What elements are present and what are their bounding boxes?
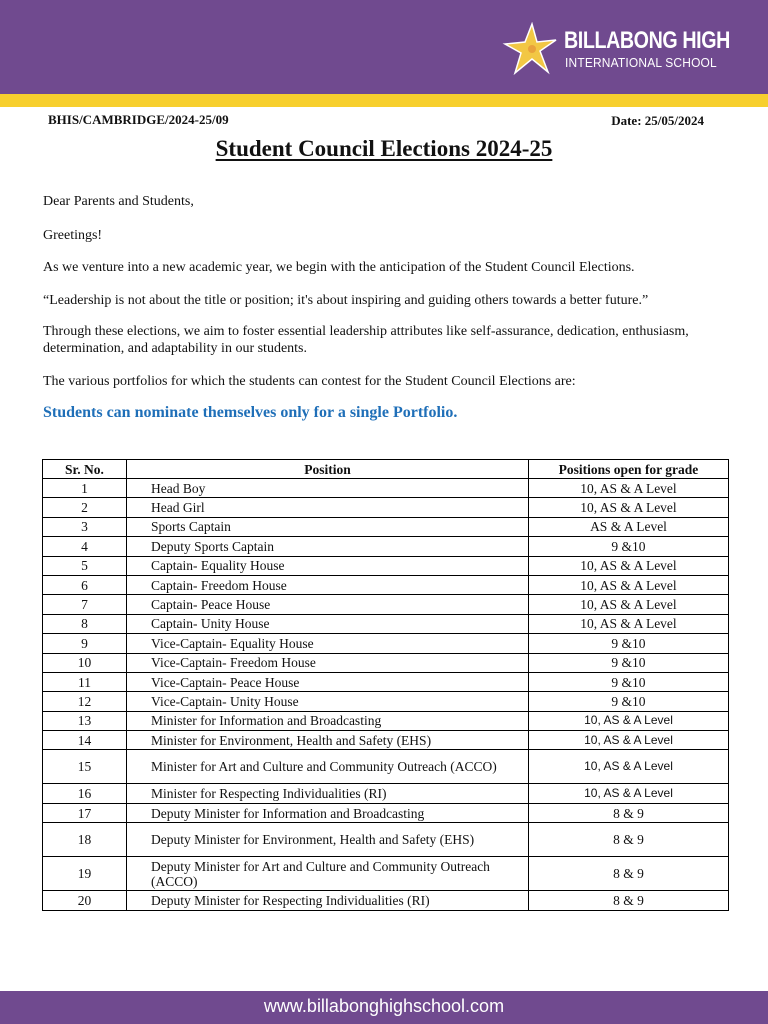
table-row xyxy=(43,823,729,857)
cell-position: Captain- Unity House xyxy=(127,614,529,633)
cell-position: Captain- Peace House xyxy=(127,595,529,614)
cell-position: Deputy Minister for Respecting Individualities (RI) xyxy=(127,891,529,910)
table-row xyxy=(43,575,729,594)
cell-sr-no: 5 xyxy=(43,556,127,575)
cell-grade: 9 &10 xyxy=(529,634,729,653)
cell-grade: 8 & 9 xyxy=(529,891,729,910)
table-row xyxy=(43,537,729,556)
cell-position: Head Boy xyxy=(127,479,529,498)
table-row xyxy=(43,891,729,910)
table-header-row xyxy=(43,460,729,479)
cell-position: Captain- Equality House xyxy=(127,556,529,575)
table-row xyxy=(43,653,729,672)
table-row xyxy=(43,731,729,750)
star-logo-icon xyxy=(502,22,558,78)
cell-grade: 10, AS & A Level xyxy=(529,711,729,730)
page-title xyxy=(0,136,768,162)
cell-position: Vice-Captain- Freedom House xyxy=(127,653,529,672)
table-row xyxy=(43,672,729,691)
cell-sr-no: 18 xyxy=(43,823,127,857)
cell-grade: 8 & 9 xyxy=(529,857,729,891)
table-row xyxy=(43,750,729,784)
table-row xyxy=(43,479,729,498)
cell-grade: 9 &10 xyxy=(529,537,729,556)
salutation: Dear Parents and Students, xyxy=(43,194,194,209)
cell-position: Minister for Environment, Health and Safety (EHS) xyxy=(127,731,529,750)
cell-sr-no: 17 xyxy=(43,803,127,822)
cell-grade: 10, AS & A Level xyxy=(529,614,729,633)
cell-position: Head Girl xyxy=(127,498,529,517)
cell-sr-no: 16 xyxy=(43,784,127,803)
cell-position: Vice-Captain- Equality House xyxy=(127,634,529,653)
cell-sr-no: 3 xyxy=(43,517,127,536)
cell-sr-no: 13 xyxy=(43,711,127,730)
table-body xyxy=(43,479,729,911)
cell-position: Vice-Captain- Peace House xyxy=(127,672,529,691)
cell-position: Vice-Captain- Unity House xyxy=(127,692,529,711)
portfolios-intro: The various portfolios for which the students can contest for the Student Council Elections are: xyxy=(43,374,576,389)
school-subtitle: INTERNATIONAL SCHOOL xyxy=(565,55,717,70)
cell-grade: AS & A Level xyxy=(529,517,729,536)
cell-grade: 10, AS & A Level xyxy=(529,498,729,517)
school-logo[interactable] xyxy=(502,22,752,82)
cell-position: Sports Captain xyxy=(127,517,529,536)
cell-sr-no: 1 xyxy=(43,479,127,498)
header-stripe xyxy=(0,94,768,107)
table-row xyxy=(43,711,729,730)
cell-sr-no: 6 xyxy=(43,575,127,594)
cell-sr-no: 19 xyxy=(43,857,127,891)
cell-grade: 10, AS & A Level xyxy=(529,575,729,594)
website-link[interactable]: www.billabonghighschool.com xyxy=(263,996,505,1016)
table-row xyxy=(43,498,729,517)
cell-sr-no: 20 xyxy=(43,891,127,910)
table-row xyxy=(43,803,729,822)
table-row xyxy=(43,634,729,653)
table-row xyxy=(43,784,729,803)
school-name: BILLABONG HIGH xyxy=(564,27,730,54)
cell-position: Captain- Freedom House xyxy=(127,575,529,594)
intro-paragraph: As we venture into a new academic year, we begin with the anticipation of the Student Council Elections. xyxy=(43,260,635,275)
cell-position: Deputy Sports Captain xyxy=(127,537,529,556)
cell-grade: 10, AS & A Level xyxy=(529,731,729,750)
header-position: Position xyxy=(127,460,529,479)
cell-sr-no: 8 xyxy=(43,614,127,633)
table-row xyxy=(43,517,729,536)
cell-sr-no: 4 xyxy=(43,537,127,556)
cell-sr-no: 12 xyxy=(43,692,127,711)
cell-sr-no: 14 xyxy=(43,731,127,750)
cell-grade: 10, AS & A Level xyxy=(529,750,729,784)
leadership-quote: “Leadership is not about the title or position; it's about inspiring and guiding others towards a better future.” xyxy=(43,293,649,308)
portfolio-table xyxy=(42,459,729,911)
cell-sr-no: 10 xyxy=(43,653,127,672)
cell-grade: 10, AS & A Level xyxy=(529,784,729,803)
cell-grade: 9 &10 xyxy=(529,672,729,691)
table-row xyxy=(43,857,729,891)
page-title-text: Student Council Elections 2024-25 xyxy=(215,136,553,161)
aims-paragraph: Through these elections, we aim to foster essential leadership attributes like self-assurance, dedication, enthusiasm, determination, and adaptability in our students. xyxy=(43,324,689,356)
reference-number: BHIS/CAMBRIDGE/2024-25/09 xyxy=(48,112,229,127)
cell-position: Deputy Minister for Environment, Health and Safety (EHS) xyxy=(127,823,529,857)
cell-sr-no: 11 xyxy=(43,672,127,691)
cell-grade: 9 &10 xyxy=(529,692,729,711)
cell-sr-no: 7 xyxy=(43,595,127,614)
cell-sr-no: 9 xyxy=(43,634,127,653)
table-row xyxy=(43,556,729,575)
cell-grade: 9 &10 xyxy=(529,653,729,672)
cell-grade: 8 & 9 xyxy=(529,823,729,857)
cell-position: Minister for Respecting Individualities (RI) xyxy=(127,784,529,803)
greeting: Greetings! xyxy=(43,228,103,243)
cell-position: Deputy Minister for Information and Broadcasting xyxy=(127,803,529,822)
cell-grade: 10, AS & A Level xyxy=(529,595,729,614)
table-row xyxy=(43,692,729,711)
table-row xyxy=(43,614,729,633)
cell-grade: 10, AS & A Level xyxy=(529,556,729,575)
cell-position: Deputy Minister for Art and Culture and Community Outreach (ACCO) xyxy=(127,857,529,891)
table-row xyxy=(43,595,729,614)
header-sr-no: Sr. No. xyxy=(43,460,127,479)
nomination-note: Students can nominate themselves only for a single Portfolio. xyxy=(43,404,458,421)
cell-grade: 10, AS & A Level xyxy=(529,479,729,498)
cell-position: Minister for Information and Broadcasting xyxy=(127,711,529,730)
cell-position: Minister for Art and Culture and Community Outreach (ACCO) xyxy=(127,750,529,784)
cell-sr-no: 15 xyxy=(43,750,127,784)
letter-date: Date: 25/05/2024 xyxy=(611,113,704,128)
cell-sr-no: 2 xyxy=(43,498,127,517)
header-grade: Positions open for grade xyxy=(529,460,729,479)
cell-grade: 8 & 9 xyxy=(529,803,729,822)
